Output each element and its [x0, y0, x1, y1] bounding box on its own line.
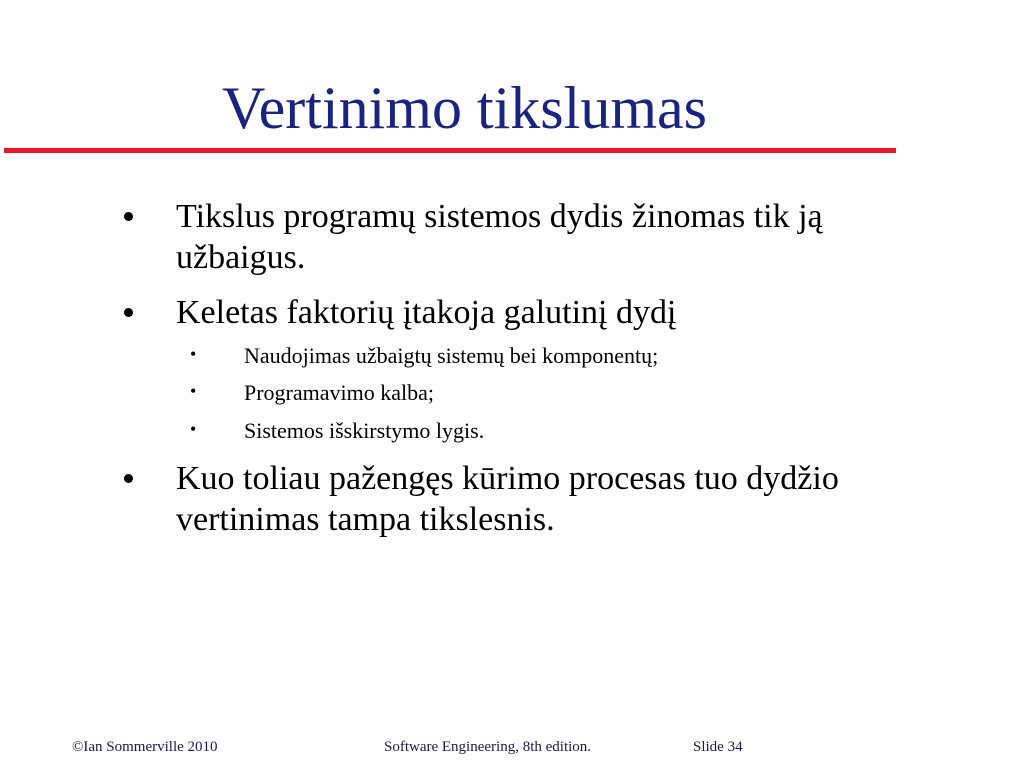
footer-book: Software Engineering, 8th edition. — [384, 739, 592, 755]
slide-title: Vertinimo tikslumas — [222, 75, 707, 141]
bullet-line: Tikslus programų sistemos dydis žinomas tik ją — [176, 198, 823, 235]
bullet-dot-icon — [124, 212, 133, 221]
title-underline — [4, 148, 896, 153]
bullet-dot-icon — [124, 474, 133, 483]
bullet-line: užbaigus. — [176, 239, 306, 276]
bullet-dot-icon — [124, 308, 133, 317]
sub-bullet-text: Naudojimas užbaigtų sistemų bei komponentų; — [244, 343, 659, 368]
bullet-text — [176, 458, 976, 540]
bullet-text — [176, 196, 976, 278]
footer-slide-number: Slide 34 — [693, 739, 743, 755]
sub-bullet-dot-icon: • — [190, 344, 197, 364]
sub-bullet-dot-icon: • — [190, 381, 197, 401]
sub-bullet-text: Programavimo kalba; — [244, 380, 435, 405]
sub-bullet-dot-icon: • — [190, 419, 197, 439]
bullet-line: vertinimas tampa tikslesnis. — [176, 501, 555, 538]
footer-copyright: ©Ian Sommerville 2010 — [72, 739, 218, 755]
bullet-text — [176, 292, 976, 333]
bullet-line: Keletas faktorių įtakoja galutinį dydį — [176, 294, 677, 331]
sub-bullet-text: Sistemos išskirstymo lygis. — [244, 418, 485, 443]
bullet-line: Kuo toliau pažengęs kūrimo procesas tuo dydžio — [176, 460, 839, 497]
